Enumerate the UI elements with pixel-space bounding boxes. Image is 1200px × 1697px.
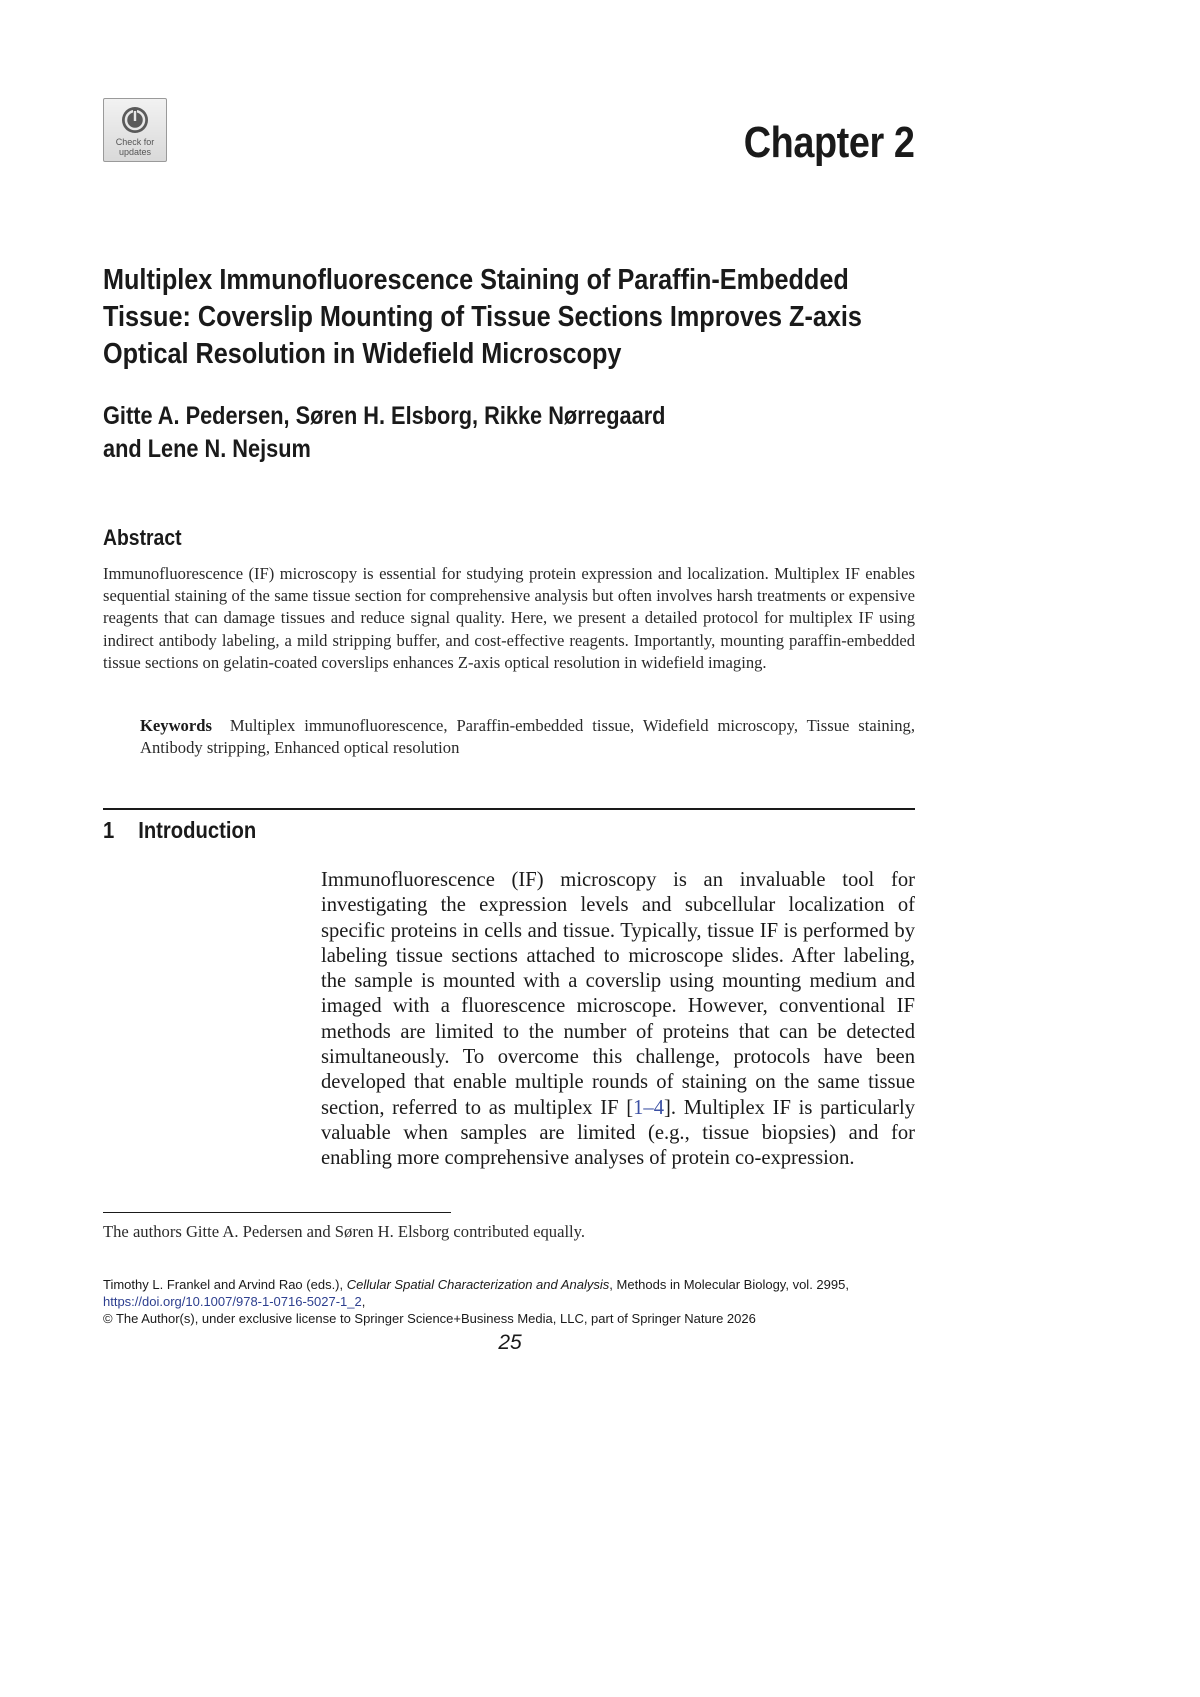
author-list	[103, 400, 712, 466]
doi-link[interactable]: https://doi.org/10.1007/978-1-0716-5027-1_2	[103, 1294, 362, 1309]
citation-editors: Timothy L. Frankel and Arvind Rao (eds.),	[103, 1277, 347, 1292]
section-title: Introduction	[138, 817, 257, 843]
citation-book-title: Cellular Spatial Characterization and Analysis	[346, 1277, 610, 1292]
keywords-block	[140, 715, 915, 759]
footnote: The authors Gitte A. Pedersen and Søren H. Elsborg contributed equally.	[103, 1222, 586, 1241]
intro-text-part1: Immunofluorescence (IF) microscopy is an invaluable tool for investigating the expression levels and subcellular localization of specific proteins in cells and tissue. Typically, tissue IF is performed by labeling tissue sections attached to microscope slides. After labeling, the sample is mounted with a coverslip using mounting medium and imaged with a fluorescence microscope. However, conventional IF methods are limited to the number of proteins that can be detected simultaneously. To overcome this challenge, protocols have been developed that enable multiple rounds of staining on the same tissue section, referred to as multiplex IF [	[321, 869, 915, 1119]
keywords-text: Multiplex immunofluorescence, Paraffin-embedded tissue, Widefield microscopy, Tissue staining, Antibody stripping, Enhanced optical resolution	[140, 716, 915, 758]
reference-link[interactable]: 1–4	[633, 1096, 664, 1119]
paper-title: Multiplex Immunofluorescence Staining of Paraffin-Embedded Tissue: Coverslip Mounting of Tissue Sections Improves Z-axis Optical Resolution in Widefield Microscopy	[103, 264, 862, 370]
chapter-label: Chapter 2	[743, 118, 914, 167]
introduction-paragraph	[321, 868, 915, 1172]
citation-line-1	[103, 1276, 933, 1293]
check-for-updates-icon	[120, 105, 150, 135]
abstract-heading: Abstract	[103, 525, 182, 550]
copyright-line: © The Author(s), under exclusive license to Springer Science+Business Media, LLC, part of Springer Nature 2026	[103, 1311, 756, 1326]
badge-text-line2: updates	[118, 147, 152, 157]
author-line-2: and Lene N. Nejsum	[103, 435, 311, 463]
keywords-label: Keywords	[140, 716, 212, 735]
author-line-1: Gitte A. Pedersen, Søren H. Elsborg, Rikke Nørregaard	[103, 402, 666, 430]
citation-line-2	[103, 1293, 933, 1310]
section-number: 1	[103, 817, 115, 843]
citation-series: , Methods in Molecular Biology, vol. 2995,	[609, 1277, 849, 1292]
doi-suffix: ,	[361, 1294, 366, 1309]
intro-text-part2: ]. Multiplex IF is particularly valuable when samples are limited (e.g., tissue biopsies) and for enabling more comprehensive analyses of protein co-expression.	[321, 1096, 915, 1170]
abstract-body: Immunofluorescence (IF) microscopy is essential for studying protein expression and localization. Multiplex IF enables sequential staining of the same tissue section for comprehensive analysis but often involves harsh treatments or expensive reagents that can damage tissues and reduce signal quality. Here, we present a detailed protocol for multiplex IF using indirect antibody labeling, a mild stripping buffer, and cost-effective reagents. Importantly, mounting paraffin-embedded tissue sections on gelatin-coated coverslips enhances Z-axis optical resolution in widefield imaging.	[103, 564, 915, 672]
page-number: 25	[498, 1331, 522, 1354]
section-divider	[103, 808, 915, 810]
badge-text-line1: Check for	[115, 137, 155, 147]
footnote-divider	[103, 1212, 451, 1213]
section-heading-introduction	[103, 815, 256, 845]
citation-block	[103, 1276, 933, 1327]
check-for-updates-badge[interactable]	[103, 98, 167, 162]
